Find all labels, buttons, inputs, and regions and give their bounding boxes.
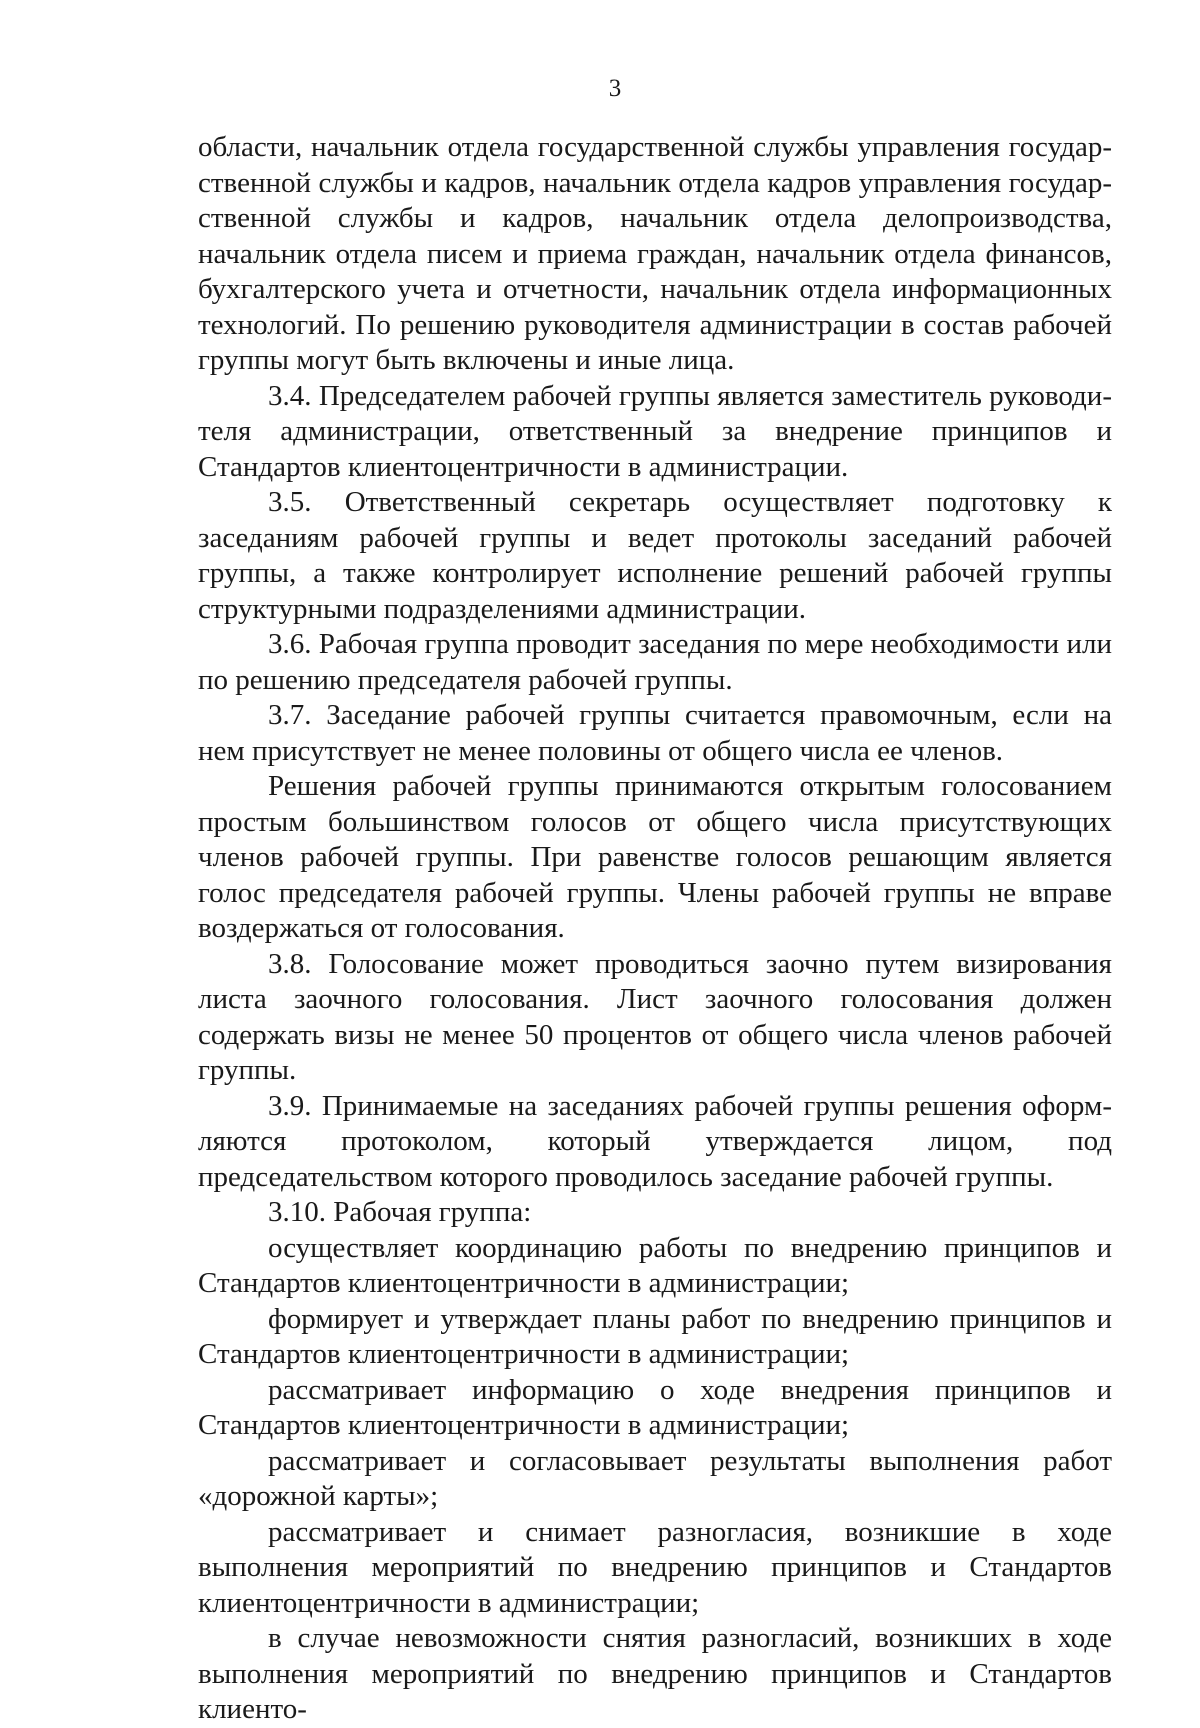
paragraph-3-4: 3.4. Председателем рабочей группы является заместитель руководителя администрации, ответственный за внедрение принципов и Стандартов клиентоцентричности в администрации. <box>198 379 1112 483</box>
list-item-information: рассматривает информацию о ходе внедрения принципов и Стандартов клиентоцентричности в администрации; <box>198 1373 1112 1441</box>
paragraph-decisions: Решения рабочей группы принимаются открытым голосованием простым большинством голосов от общего числа присутствующих членов рабочей группы. При равенстве голосов решающим является голос председателя рабочей группы. Члены рабочей группы не вправе воздержаться от голосования. <box>198 770 1112 944</box>
paragraph-3-5: 3.5. Ответственный секретарь осуществляет подготовку к заседаниям рабочей группы и ведет протоколы заседаний рабочей группы, а также контролирует исполнение решений рабочей группы структурными подразделениями администрации. <box>198 486 1112 625</box>
paragraph-3-8: 3.8. Голосование может проводиться заочно путем визирования листа заочного голосования. Лист заочного голосования должен содержать визы не менее 50 процентов от общего числа членов рабочей группы. <box>198 947 1112 1086</box>
paragraph-3-7: 3.7. Заседание рабочей группы считается правомочным, если на нем присутствует не менее половины от общего числа ее членов. <box>198 699 1112 767</box>
page-number: 3 <box>608 75 622 102</box>
list-item-coordination: осуществляет координацию работы по внедрению принципов и Стандартов клиентоцентричности в администрации; <box>198 1231 1112 1299</box>
list-item-unresolved: в случае невозможности снятия разногласий, возникших в ходе выполнения мероприятий по внедрению принципов и Стандартов клиенто- <box>198 1622 1112 1725</box>
paragraph-3-9: 3.9. Принимаемые на заседаниях рабочей группы решения оформляются протоколом, который утверждается лицом, под председательством которого проводилось заседание рабочей группы. <box>198 1089 1112 1193</box>
list-item-plans: формирует и утверждает планы работ по внедрению принципов и Стандартов клиентоцентричности в администрации; <box>198 1302 1112 1370</box>
paragraph-continuation: области, начальник отдела государственной службы управления государственной службы и кадров, начальник отдела кадров управления государственной службы и кадров, начальник отдела делопроизводства, начальник отдела писем и приема граждан, начальник отдела финансов, бухгалтерского учета и отчетности, начальник отдела информационных технологий. По решению руководителя администрации в состав рабочей группы могут быть включены и иные лица. <box>198 131 1112 376</box>
paragraph-3-6: 3.6. Рабочая группа проводит заседания по мере необходимости или по решению председателя рабочей группы. <box>198 628 1112 696</box>
list-item-roadmap: рассматривает и согласовывает результаты выполнения работ «дорожной карты»; <box>198 1444 1112 1512</box>
list-item-disagreements: рассматривает и снимает разногласия, возникшие в ходе выполнения мероприятий по внедрению принципов и Стандартов клиентоцентричности в администрации; <box>198 1515 1112 1619</box>
body-text <box>198 130 1112 1728</box>
paragraph-3-10: 3.10. Рабочая группа: <box>268 1196 532 1228</box>
